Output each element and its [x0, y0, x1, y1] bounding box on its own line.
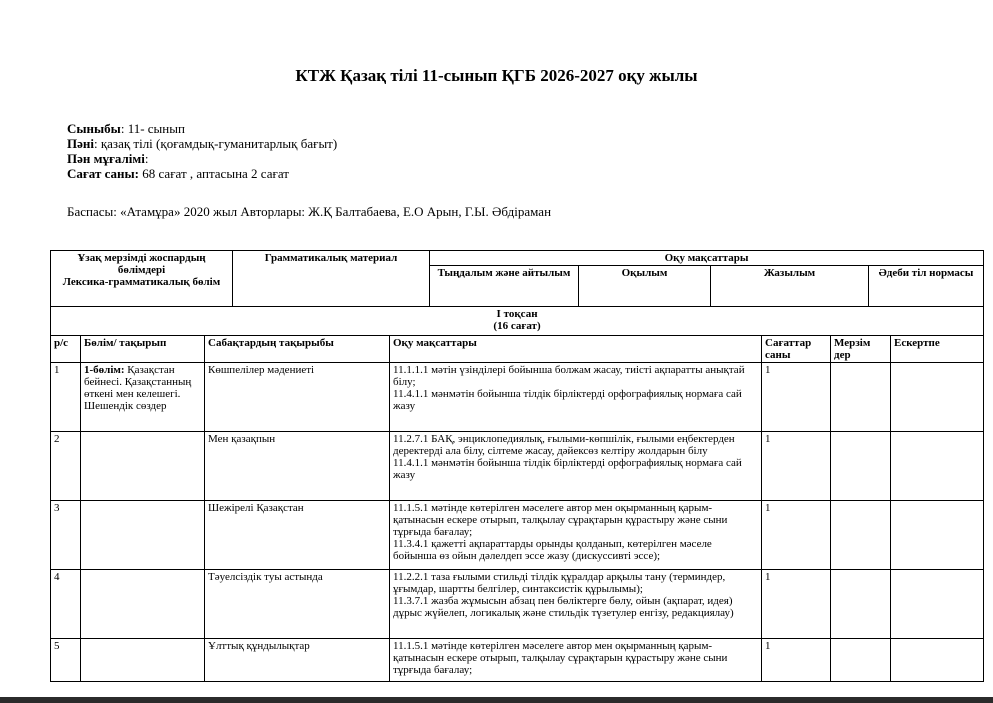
class-line	[67, 121, 337, 136]
row-num: 3	[51, 501, 81, 570]
row-note	[891, 363, 984, 432]
row-note	[891, 501, 984, 570]
row-topic: Көшпелілер мәдениеті	[205, 363, 390, 432]
row-deadline	[831, 570, 891, 639]
writing-header: Жазылым	[711, 266, 869, 307]
table-row	[51, 432, 984, 501]
row-hours: 1	[762, 432, 831, 501]
row-num: 2	[51, 432, 81, 501]
row-topic: Мен қазақпын	[205, 432, 390, 501]
row-section	[81, 570, 205, 639]
table-row	[51, 570, 984, 639]
quarter-name: І тоқсан	[496, 308, 538, 320]
row-section	[81, 639, 205, 682]
col-note: Ескертпе	[891, 336, 984, 363]
row-note	[891, 570, 984, 639]
hours-label: Сағат саны:	[67, 166, 139, 181]
col-topic: Сабақтардың тақырыбы	[205, 336, 390, 363]
teacher-line	[67, 151, 337, 166]
plan-header-table	[50, 250, 984, 307]
class-value: : 11- сынып	[120, 121, 185, 136]
bottom-scrollbar[interactable]	[0, 697, 993, 703]
row-deadline	[831, 639, 891, 682]
grammar-material-header: Грамматикалық материал	[233, 251, 430, 307]
row-section	[81, 363, 205, 432]
row-hours: 1	[762, 363, 831, 432]
row-section	[81, 432, 205, 501]
table-row	[51, 501, 984, 570]
row-deadline	[831, 363, 891, 432]
row-deadline	[831, 501, 891, 570]
row-hours: 1	[762, 501, 831, 570]
row-hours: 1	[762, 570, 831, 639]
col-deadline: Мерзім дер	[831, 336, 891, 363]
row-topic: Ұлттық құндылықтар	[205, 639, 390, 682]
row-hours: 1	[762, 639, 831, 682]
teacher-value: :	[144, 151, 149, 166]
class-label: Сыныбы	[67, 121, 121, 136]
hours-value: 68 сағат , аптасына 2 сағат	[139, 166, 289, 181]
row-objectives: 11.2.2.1 таза ғылыми стильді тілдік құралдар арқылы тану (терминдер, ұғымдар, шартты белгілер, синтаксистік құрылымы); 11.3.7.1 жазба жұмысын абзац пен бөліктерге бөлу, ойын (ақпарат, идея) дұрыс жүйелеп, логикалық және стильдік түзетулер енгізу, редакциялау)	[390, 570, 762, 639]
section-text: Қазақстан бейнесі. Қазақстанның өткені мен келешегі. Шешендік сөздер	[84, 364, 192, 412]
subject-line	[67, 136, 337, 151]
objectives-header: Оқу мақсаттары	[430, 251, 984, 266]
row-deadline	[831, 432, 891, 501]
col-objectives: Оқу мақсаттары	[390, 336, 762, 363]
section-label: 1-бөлім:	[84, 364, 125, 376]
course-meta	[67, 121, 337, 181]
table-row	[51, 363, 984, 432]
row-note	[891, 639, 984, 682]
subject-label: Пәні	[67, 136, 94, 151]
publisher-line: Баспасы: «Атамұра» 2020 жыл Авторлары: Ж.Қ Балтабаева, Е.О Арын, Г.Ы. Әбдіраман	[67, 204, 552, 219]
row-num: 4	[51, 570, 81, 639]
document-title: КТЖ Қазақ тілі 11-сынып ҚГБ 2026-2027 оқу жылы	[295, 66, 698, 85]
hours-line	[67, 166, 337, 181]
row-objectives: 11.1.5.1 мәтінде көтерілген мәселеге автор мен оқырманның қарым-қатынасын ескере отырып, талқылау сұрақтарын құрастыру және сыни тұрғыда бағалау; 11.3.4.1 қажетті ақпараттарды орынды қолданып, көтерілген мәселе бойынша өз ойын дәлелдеп эссе жазу (дискуссивті эссе);	[390, 501, 762, 570]
long-term-plan-header: Ұзақ мерзімді жоспардың бөлімдері Лексика-грамматикалық бөлім	[51, 251, 233, 307]
literary-norm-header: Әдеби тіл нормасы	[869, 266, 984, 307]
col-section: Бөлім/ тақырып	[81, 336, 205, 363]
row-note	[891, 432, 984, 501]
reading-header: Оқылым	[579, 266, 711, 307]
row-section	[81, 501, 205, 570]
row-num: 5	[51, 639, 81, 682]
subject-value: : қазақ тілі (қоғамдық-гуманитарлық бағыт)	[93, 136, 338, 151]
row-topic: Тәуелсіздік туы астында	[205, 570, 390, 639]
quarter-hours: (16 сағат)	[493, 320, 541, 332]
table-row	[51, 639, 984, 682]
row-objectives: 11.2.7.1 БАҚ, энциклопедиялық, ғылыми-көпшілік, ғылыми еңбектерден деректерді ала білу, сілтеме жасау, дәйексөз келтіру жолдарын білу 11.4.1.1 мәнмәтін бойынша тілдік бірліктерді орфографиялық нормаға сай жазу	[390, 432, 762, 501]
row-objectives: 11.1.1.1 мәтін үзінділері бойынша болжам жасау, тиісті ақпаратты анықтай білу; 11.4.1.1 мәнмәтін бойынша тілдік бірліктерді орфографиялық нормаға сай жазу	[390, 363, 762, 432]
quarter-header	[51, 307, 984, 336]
row-objectives: 11.1.5.1 мәтінде көтерілген мәселеге автор мен оқырманның қарым-қатынасын ескере отырып, талқылау сұрақтарын құрастыру және сыни тұрғыда бағалау;	[390, 639, 762, 682]
row-num: 1	[51, 363, 81, 432]
col-num: р/с	[51, 336, 81, 363]
lesson-plan-table	[50, 306, 984, 682]
col-hours: Сағаттар саны	[762, 336, 831, 363]
row-topic: Шежірелі Қазақстан	[205, 501, 390, 570]
listening-speaking-header: Тыңдалым және айтылым	[430, 266, 579, 307]
teacher-label: Пән мұғалімі	[67, 151, 145, 166]
